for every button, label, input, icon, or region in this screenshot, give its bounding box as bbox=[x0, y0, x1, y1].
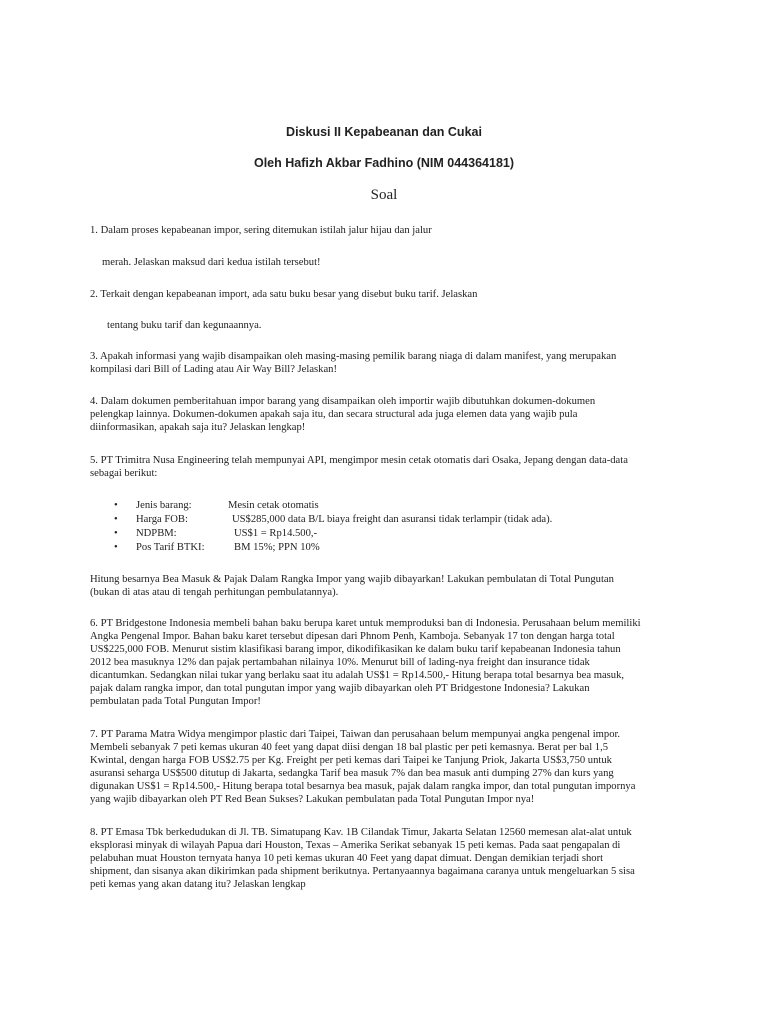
bullet-icon: • bbox=[114, 514, 118, 525]
question-4 bbox=[90, 395, 690, 434]
question-5-task-line: Hitung besarnya Bea Masuk & Pajak Dalam Rangka Impor yang wajib dibayarkan! Lakukan pembulatan di Total Pungutan bbox=[90, 574, 614, 585]
document-title: Diskusi II Kepabeanan dan Cukai bbox=[286, 125, 482, 139]
question-2-line: tentang buku tarif dan kegunaannya. bbox=[107, 320, 262, 331]
question-8-line: pelabuhan muat Houston ternyata hanya 10 peti kemas ukuran 40 Feet yang dapat dimuat. Dengan demikian terjadi short bbox=[90, 853, 604, 864]
question-1 bbox=[90, 224, 690, 237]
question-4-line: 4. Dalam dokumen pemberitahuan impor barang yang disampaikan oleh importir wajib dibutuhkan dokumen-dokumen bbox=[90, 396, 596, 407]
question-4-line: diinformasikan, apakah saja itu? Jelaskan lengkap! bbox=[90, 422, 306, 433]
bullet-icon: • bbox=[114, 528, 118, 539]
question-6-line: dicantumkan. Sedangkan nilai tukar yang berlaku saat itu adalah US$1 = Rp14.500,- Hitung berapa total besarnya bea masuk, bbox=[90, 670, 625, 681]
question-7 bbox=[90, 728, 690, 806]
question-7-line: Kwintal, dengan harga FOB US$2.75 per Kg. Freight per peti kemas dari Taipei ke Tanjung Priok, Jakarta US$3,750 untuk bbox=[90, 755, 612, 766]
item-label: Jenis barang: bbox=[136, 500, 192, 511]
question-7-line: Membeli sebanyak 7 peti kemas ukuran 40 feet yang dapat diisi dengan 18 bal plastic per peti kemasnya. Berat per bal 1,5 bbox=[90, 742, 609, 753]
question-8-line: shipment, dan sisanya akan dikirimkan pada shipment berikutnya. Pertanyaannya bagaimana caranya untuk mengeluarkan 5 sisa bbox=[90, 866, 635, 877]
question-6-line: 6. PT Bridgestone Indonesia membeli bahan baku berupa karet untuk memproduksi ban di Indonesia. Perusahaan belum memiliki bbox=[90, 618, 641, 629]
question-7-line: yang wajib dibayarkan oleh PT Red Bean Sukses? Lakukan pembulatan pada Total Pungutan Impor nya! bbox=[90, 794, 535, 805]
question-5 bbox=[90, 454, 690, 480]
item-label: NDPBM: bbox=[136, 528, 177, 539]
section-heading: Soal bbox=[370, 187, 398, 203]
item-value: US$285,000 data B/L biaya freight dan asuransi tidak terlampir (tidak ada). bbox=[232, 514, 553, 525]
question-6-line: US$225,000 FOB. Menurut sistim klasifikasi barang impor, dikodifikasikan ke dalam buku tarif kepabeanan Indonesia tahun bbox=[90, 644, 621, 655]
question-4-line: pelengkap lainnya. Dokumen-dokumen apakah saja itu, dan secara structural ada juga elemen data yang wajib pula bbox=[90, 409, 578, 420]
question-3-line: kompilasi dari Bill of Lading atau Air Way Bill? Jelaskan! bbox=[90, 364, 337, 375]
question-3-line: 3. Apakah informasi yang wajib disampaikan oleh masing-masing pemilik barang niaga di dalam manifest, yang merupakan bbox=[90, 351, 617, 362]
question-8 bbox=[90, 826, 690, 891]
question-7-line: 7. PT Parama Matra Widya mengimpor plastic dari Taipei, Taiwan dan perusahaan belum mempunyai angka pengenal impor. bbox=[90, 729, 621, 740]
bullet-icon: • bbox=[114, 542, 118, 553]
question-8-line: 8. PT Emasa Tbk berkedudukan di Jl. TB. Simatupang Kav. 1B Cilandak Timur, Jakarta Selatan 12560 memesan alat-alat untuk bbox=[90, 827, 632, 838]
question-2 bbox=[90, 288, 690, 301]
question-6-line: pajak dalam rangka impor, dan total pungutan impor yang wajib dibayarkan oleh PT Bridgestone Indonesia? Lakukan bbox=[90, 683, 590, 694]
bullet-icon: • bbox=[114, 500, 118, 511]
item-label: Pos Tarif BTKI: bbox=[136, 542, 205, 553]
question-3 bbox=[90, 350, 690, 376]
question-6-line: pembulatan pada Total Pungutan Impor! bbox=[90, 696, 261, 707]
item-value: US$1 = Rp14.500,- bbox=[234, 528, 318, 539]
item-label: Harga FOB: bbox=[136, 514, 188, 525]
question-7-line: asuransi seharga US$500 ditutup di Jakarta, sedangka Tarif bea masuk 7% dan bea masuk anti dumping 27% dan kurs yang bbox=[90, 768, 614, 779]
question-1-line: merah. Jelaskan maksud dari kedua istilah tersebut! bbox=[102, 257, 321, 268]
question-6-line: Angka Pengenal Impor. Bahan baku karet tersebut dipesan dari Phnom Penh, Kamboja. Sebanyak 17 ton dengan harga total bbox=[90, 631, 615, 642]
question-1-line: 1. Dalam proses kepabeanan impor, sering ditemukan istilah jalur hijau dan jalur bbox=[90, 225, 432, 236]
question-6 bbox=[90, 617, 690, 708]
question-5-line: sebagai berikut: bbox=[90, 468, 158, 479]
question-5-task-line: (bukan di atas atau di tengah perhitungan pembulatannya). bbox=[90, 587, 339, 598]
document-author: Oleh Hafizh Akbar Fadhino (NIM 044364181) bbox=[253, 156, 515, 170]
question-5-line: 5. PT Trimitra Nusa Engineering telah mempunyai API, mengimpor mesin cetak otomatis dari Osaka, Jepang dengan data-data bbox=[90, 455, 628, 466]
question-8-line: eksplorasi minyak di wilayah Papua dari Houston, Texas – Amerika Serikat sebanyak 15 peti kemas. Pada saat pengapalan di bbox=[90, 840, 621, 851]
item-value: Mesin cetak otomatis bbox=[228, 500, 319, 511]
question-6-line: 2012 bea masuknya 12% dan pajak pertambahan nilainya 10%. Menurut bill of lading-nya freight dan insurance tidak bbox=[90, 657, 590, 668]
question-5-task bbox=[90, 573, 690, 599]
question-8-line: peti kemas yang akan datang itu? Jelaskan lengkap bbox=[90, 879, 306, 890]
question-2-line: 2. Terkait dengan kepabeanan import, ada satu buku besar yang disebut buku tarif. Jelaskan bbox=[90, 289, 478, 300]
question-2-cont bbox=[107, 319, 707, 332]
question-1-cont bbox=[102, 256, 702, 269]
item-value: BM 15%; PPN 10% bbox=[234, 542, 320, 553]
question-7-line: digunakan US$1 = Rp14.500,- Hitung berapa total besarnya bea masuk, pajak dalam rangka impor, dan total pungutan impornya bbox=[90, 781, 636, 792]
